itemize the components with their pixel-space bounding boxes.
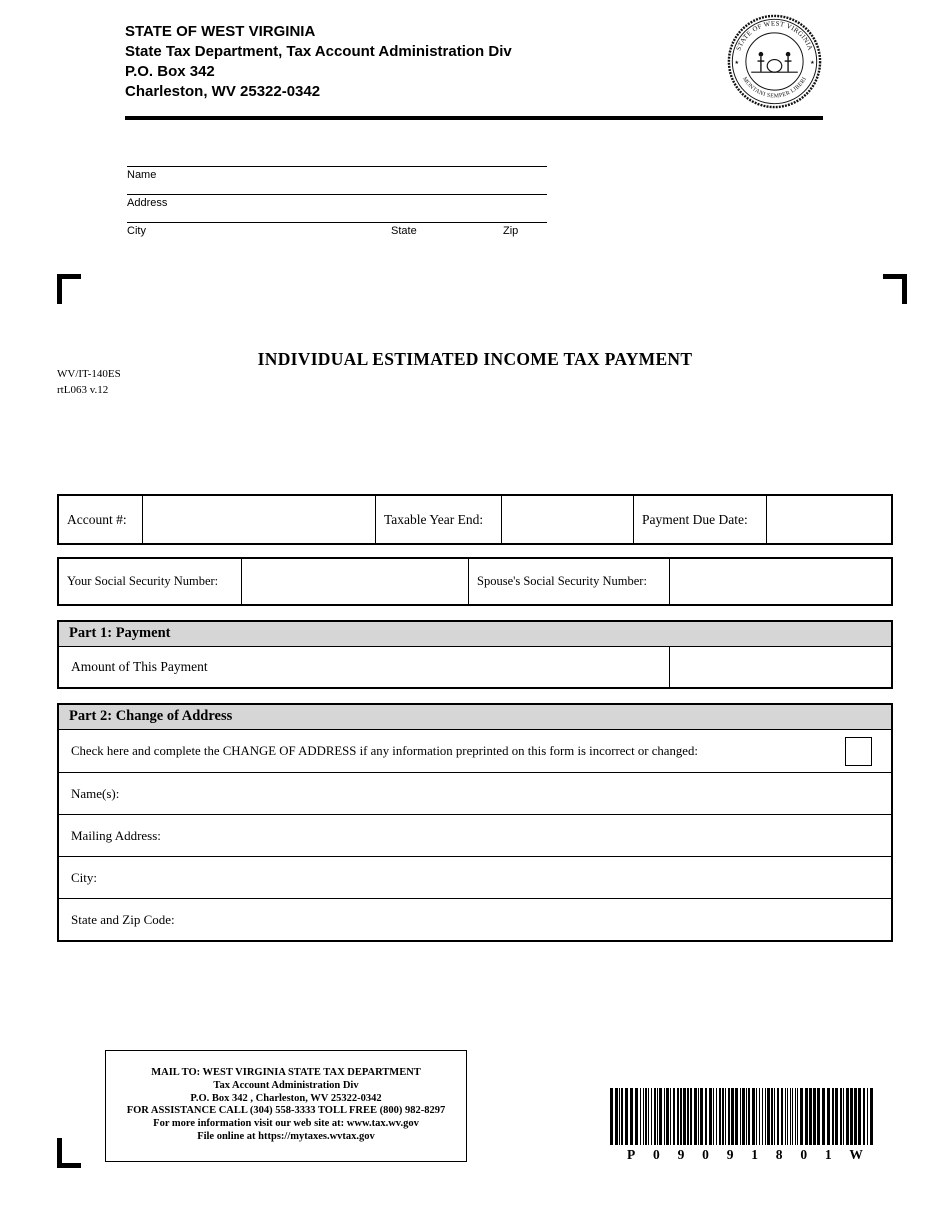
svg-text:★: ★ (810, 60, 815, 66)
account-number-label: Account #: (59, 496, 143, 543)
addressee-name-label: Name (127, 169, 157, 181)
amount-of-payment-input[interactable] (670, 647, 891, 687)
addressee-city-input[interactable] (127, 222, 547, 223)
agency-pobox-line: P.O. Box 342 (125, 63, 215, 80)
agency-state-line: STATE OF WEST VIRGINIA (125, 23, 316, 40)
addressee-city-label: City (127, 225, 146, 237)
mailing-address-row (59, 814, 891, 856)
mail-to-line6: File online at https://mytaxes.wvtax.gov (197, 1130, 375, 1142)
part2-section (57, 703, 893, 942)
mail-to-line4: FOR ASSISTANCE CALL (304) 558-3333 TOLL FREE (800) 982-8297 (126, 1105, 446, 1117)
barcode-char: 1 (751, 1147, 758, 1162)
agency-dept-line: State Tax Department, Tax Account Administration Div (125, 43, 512, 60)
account-info-table (57, 494, 893, 545)
mail-to-line3: P.O. Box 342 , Charleston, WV 25322-0342 (190, 1092, 382, 1104)
names-row (59, 772, 891, 814)
form-title: INDIVIDUAL ESTIMATED INCOME TAX PAYMENT (257, 349, 693, 369)
barcode-char: 8 (775, 1147, 783, 1162)
registration-mark-top-right (883, 274, 907, 304)
agency-citystate-line: Charleston, WV 25322-0342 (125, 83, 321, 100)
city-label: City: (71, 869, 98, 885)
barcode-char: 0 (800, 1147, 808, 1162)
barcode-char: 9 (726, 1147, 734, 1162)
registration-mark-top-left (57, 274, 81, 304)
form-revision-code: rtL063 v.12 (57, 384, 109, 396)
state-zip-label: State and Zip Code: (71, 911, 175, 927)
account-number-input[interactable] (143, 496, 376, 543)
addressee-address-input[interactable] (127, 194, 547, 195)
amount-of-payment-label: Amount of This Payment (59, 647, 670, 687)
agency-header (125, 22, 512, 102)
seal-bottom-text: MONTANI SEMPER LIBERI (741, 76, 808, 100)
your-ssn-input[interactable] (242, 559, 469, 604)
seal-top-text: STATE OF WEST VIRGINIA (735, 20, 814, 52)
barcode-char: 9 (677, 1147, 685, 1162)
taxable-year-end-label: Taxable Year End: (376, 496, 502, 543)
addressee-address-label: Address (127, 197, 168, 209)
change-of-address-checkbox[interactable] (845, 737, 872, 766)
names-label: Name(s): (71, 785, 120, 801)
mail-to-box (105, 1050, 467, 1162)
spouse-ssn-input[interactable] (670, 559, 891, 604)
change-of-address-instruction: Check here and complete the CHANGE OF ADDRESS if any information preprinted on this form is incorrect or changed: (71, 743, 698, 758)
barcode-char: 0 (702, 1147, 709, 1162)
taxable-year-end-input[interactable] (502, 496, 634, 543)
mailing-address-label: Mailing Address: (71, 827, 161, 843)
wv-state-seal-icon (726, 13, 823, 110)
part1-body (59, 647, 891, 687)
barcode-char: P (627, 1147, 636, 1162)
payment-due-date-input[interactable] (767, 496, 891, 543)
mail-to-line1: MAIL TO: WEST VIRGINIA STATE TAX DEPARTMENT (151, 1067, 421, 1078)
addressee-name-input[interactable] (127, 166, 547, 167)
spouse-ssn-label: Spouse's Social Security Number: (469, 559, 670, 604)
barcode-char: 0 (653, 1147, 660, 1162)
part2-header: Part 2: Change of Address (59, 705, 891, 730)
form-code: WV/IT-140ES (57, 368, 121, 380)
addressee-zip-label: Zip (503, 225, 519, 237)
payment-due-date-label: Payment Due Date: (634, 496, 767, 543)
your-ssn-label: Your Social Security Number: (59, 559, 242, 604)
city-row (59, 856, 891, 898)
svg-text:★: ★ (734, 60, 739, 66)
svg-text:MONTANI SEMPER LIBERI (741, 76, 808, 99)
registration-mark-bottom-left (57, 1138, 81, 1168)
ssn-table (57, 557, 893, 606)
part1-header: Part 1: Payment (59, 622, 891, 647)
barcode-char: W (849, 1147, 863, 1162)
part1-section (57, 620, 893, 689)
header-divider (125, 116, 823, 120)
barcode (610, 1088, 875, 1145)
change-of-address-row (59, 730, 891, 772)
form-codes (57, 366, 121, 398)
state-zip-row (59, 898, 891, 940)
barcode-label (627, 1147, 863, 1163)
barcode-char: 1 (824, 1147, 832, 1162)
mail-to-line2: Tax Account Administration Div (213, 1079, 359, 1091)
mail-to-line5: For more information visit our web site at: www.tax.wv.gov (153, 1118, 419, 1130)
addressee-state-label: State (391, 225, 417, 237)
